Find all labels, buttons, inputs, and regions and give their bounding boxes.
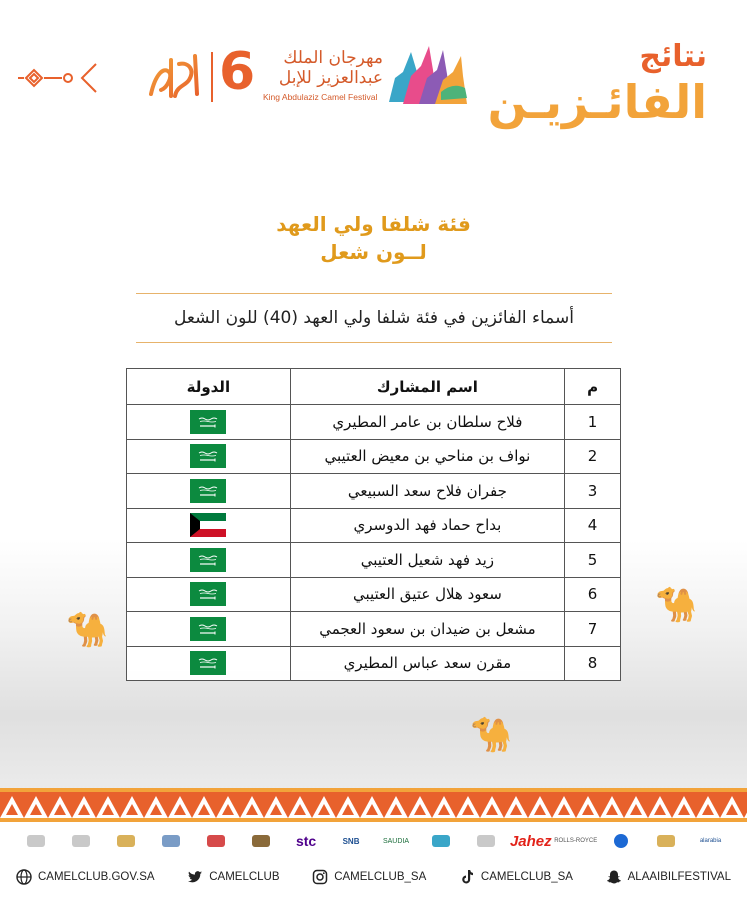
category-line-1: فئة شلفا ولي العهد (276, 212, 471, 236)
kuwait-flag-icon (190, 513, 226, 537)
sponsor-rolls-royce: ROLLS-ROYCE (554, 838, 598, 844)
sponsor-mark (207, 835, 225, 847)
saudi-flag-icon (190, 444, 226, 468)
header-number: م (565, 369, 621, 405)
sponsor-alarabia: alarabia (699, 838, 722, 844)
twitter-icon (187, 869, 203, 885)
sponsor-logo (17, 827, 55, 855)
header-country: الدولة (127, 369, 291, 405)
saudi-flag-icon (190, 651, 226, 675)
sponsor-mark (72, 835, 90, 847)
sponsor-saudia: SAUDIA (382, 837, 409, 845)
sponsor-logo (152, 827, 190, 855)
participant-name: سعود هلال عتيق العتيبي (290, 577, 564, 612)
sponsor-mark (117, 835, 135, 847)
camel-riders-icon (381, 42, 471, 108)
sponsor-mark (657, 835, 675, 847)
website-text: CAMELCLUB.GOV.SA (38, 871, 155, 883)
row-number: 5 (565, 543, 621, 578)
row-number: 6 (565, 577, 621, 612)
festival-number: 6 (219, 42, 256, 102)
tiktok-handle: CAMELCLUB_SA (480, 871, 573, 883)
participant-name: بداح حماد فهد الدوسري (290, 508, 564, 543)
sponsor-mark (27, 835, 45, 847)
country-cell (127, 405, 291, 440)
country-cell (127, 612, 291, 647)
saudi-flag-icon (190, 548, 226, 572)
tiktok-link[interactable] (459, 869, 573, 885)
decorative-arrow-icon (16, 58, 106, 98)
snapchat-handle: ALAAIBILFESTIVAL (627, 871, 731, 883)
row-number: 4 (565, 508, 621, 543)
country-cell (127, 577, 291, 612)
country-cell (127, 474, 291, 509)
participant-name: فلاح سلطان بن عامر المطيري (290, 405, 564, 440)
social-footer (0, 862, 747, 892)
table-row (127, 577, 621, 612)
instagram-handle: CAMELCLUB_SA (334, 871, 427, 883)
category-heading (0, 210, 747, 266)
row-number: 3 (565, 474, 621, 509)
sponsor-logo (62, 827, 100, 855)
country-cell (127, 439, 291, 474)
sponsor-mark (432, 835, 450, 847)
sponsors-bar (0, 826, 747, 856)
winners-table (126, 368, 621, 681)
sadu-pattern-band (0, 788, 747, 822)
row-number: 1 (565, 405, 621, 440)
country-cell (127, 543, 291, 578)
sponsor-mark (252, 835, 270, 847)
festival-name-arabic: مهرجان الملك عبدالعزيز للإبل (278, 48, 383, 88)
twitter-link[interactable] (187, 869, 279, 885)
camel-silhouette: 🐪 (655, 585, 698, 625)
country-cell (127, 646, 291, 681)
winners-subtitle: أسماء الفائزين في فئة شلفا ولي العهد (40) للون الشعل (136, 293, 612, 343)
festival-logo (145, 42, 475, 114)
sponsor-logo (242, 827, 280, 855)
row-number: 8 (565, 646, 621, 681)
saudi-flag-icon (190, 617, 226, 641)
results-title (488, 40, 707, 130)
participant-name: زيد فهد شعيل العتيبي (290, 543, 564, 578)
sponsor-logo (467, 827, 505, 855)
website-link[interactable] (16, 869, 155, 885)
row-number: 2 (565, 439, 621, 474)
camel-silhouette: 🐪 (66, 610, 109, 650)
table-header-row (127, 369, 621, 405)
logo-divider (211, 52, 213, 102)
twitter-handle: CAMELCLUB (209, 871, 280, 883)
table-row (127, 543, 621, 578)
calligraphy-icon (145, 46, 205, 106)
sponsor-logo (422, 827, 460, 855)
table-row (127, 474, 621, 509)
instagram-link[interactable] (312, 869, 426, 885)
participant-name: جفران فلاح سعد السبيعي (290, 474, 564, 509)
row-number: 7 (565, 612, 621, 647)
table-row (127, 508, 621, 543)
sponsor-logo (197, 827, 235, 855)
table-row (127, 612, 621, 647)
sponsor-snb: SNB (342, 836, 360, 846)
table-row (127, 405, 621, 440)
sponsor-mark (477, 835, 495, 847)
instagram-icon (312, 869, 328, 885)
globe-icon (16, 869, 32, 885)
festival-name-english: King Abdulaziz Camel Festival (263, 92, 378, 102)
camel-silhouette: 🐪 (470, 715, 513, 755)
category-line-2: لــون شعل (320, 240, 427, 264)
saudi-flag-icon (190, 479, 226, 503)
table-row (127, 646, 621, 681)
participant-name: مقرن سعد عباس المطيري (290, 646, 564, 681)
sponsor-stc: stc (295, 833, 317, 849)
sponsor-jahez: Jahez (509, 832, 552, 850)
tiktok-icon (459, 869, 475, 885)
snapchat-icon (606, 869, 622, 885)
sponsor-logo (107, 827, 145, 855)
table-row (127, 439, 621, 474)
results-title-big: الفائـزيـن (487, 75, 707, 129)
results-title-small: نتائج (639, 39, 707, 74)
participant-name: نواف بن مناحي بن معيض العتيبي (290, 439, 564, 474)
sponsor-mark (162, 835, 180, 847)
sponsor-logo (647, 827, 685, 855)
sponsor-bmw (602, 827, 640, 855)
snapchat-link[interactable] (606, 869, 731, 885)
sponsor-mark (614, 834, 628, 848)
header-participant-name: اسم المشارك (290, 369, 564, 405)
country-cell (127, 508, 291, 543)
saudi-flag-icon (190, 582, 226, 606)
participant-name: مشعل بن ضيدان بن سعود العجمي (290, 612, 564, 647)
saudi-flag-icon (190, 410, 226, 434)
